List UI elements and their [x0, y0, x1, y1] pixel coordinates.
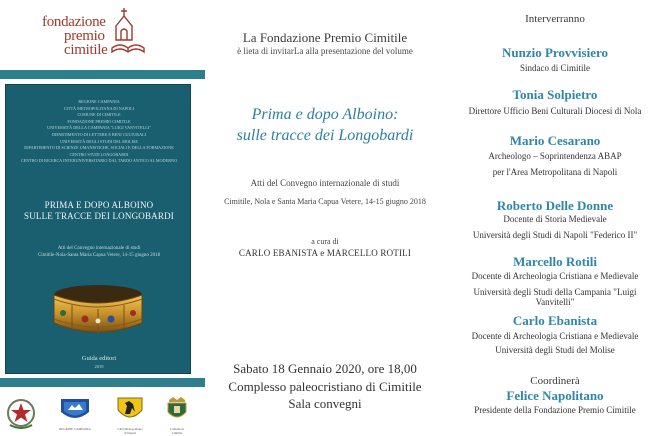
regione-campania-logo	[58, 396, 92, 431]
conference-places-dates: Cimitile, Nola e Santa Maria Capua Vetere, 14-15 giugno 2018	[224, 197, 426, 206]
speaker-role: Università degli Studi della Campania "Luigi Vanvitelli"	[473, 287, 637, 307]
top-teal-bar	[0, 70, 205, 79]
cover-title	[6, 200, 192, 222]
cover-institution-line: DIPARTIMENTO DI LETTERE E BENI CULTURALI	[51, 131, 147, 137]
church-book-icon	[110, 4, 146, 56]
cover-institution-line: FONDAZIONE PREMIO CIMITILE	[67, 118, 131, 124]
speaker-role: Docente di Archeologia Cristiana e Medievale	[471, 271, 639, 281]
cover-institutions	[6, 99, 192, 165]
book-title	[210, 104, 440, 146]
italian-emblem-icon	[6, 397, 36, 431]
speaker-name: Roberto Delle Donne	[496, 198, 614, 213]
cover-subtitle	[6, 245, 192, 259]
regione-campania-caption: REGIONE CAMPANIA	[59, 427, 91, 431]
cover-year: 2019	[94, 364, 104, 369]
logo-line-3: cimitile	[64, 42, 108, 58]
coordinator-heading: Coordinerà	[530, 375, 580, 387]
cover-institution-line: CENTRO DI RICERCA INTERUNIVERSITARIO DAL TARDO ANTICO AL MODERNO	[20, 158, 178, 164]
speaker-name: Marcello Rotili	[513, 254, 597, 269]
event-room: Sala convegni	[288, 396, 362, 411]
comune-cimitile-caption: Comune di Cimitile	[169, 427, 185, 435]
cover-title-line-1: PRIMA E DOPO ALBOINO	[44, 200, 154, 210]
speaker-name: Tonia Solpietro	[512, 87, 598, 102]
regione-campania-icon	[58, 396, 92, 422]
edited-by-label: a cura di	[311, 237, 339, 246]
speaker-role: Sindaco di Cimitile	[520, 63, 590, 73]
speaker-role: Docente di Storia Medievale	[503, 214, 607, 224]
logo-line-1: fondazione	[42, 14, 106, 30]
cover-institution-line: UNIVERSITÀ DEGLI STUDI DEL MOLISE	[60, 138, 138, 144]
conference-proceedings: Atti del Convegno internazionale di studi	[250, 178, 400, 188]
speaker-role: Archeologo – Soprintendenza ABAP	[488, 151, 622, 161]
cover-institution-line: CITTÀ METROPOLITANA DI NAPOLI	[63, 105, 135, 111]
logo-line-2: premio	[64, 28, 105, 44]
speaker-name: Nunzio Provvisiero	[501, 45, 609, 60]
speaker-role: Università degli Studi di Napoli "Federico II"	[472, 230, 638, 240]
cover-institution-line: DIPARTIMENTO DI SCIENZE UMANISTICHE, SOCIALI E DELLA FORMAZIONE	[24, 145, 174, 151]
coordinator-role: Presidente della Fondazione Premio Cimitile	[474, 405, 636, 415]
cover-institution-line: UNIVERSITÀ DELLA CAMPANIA "LUIGI VANVITELLI"	[47, 125, 151, 131]
cover-institution-line: CENTRO STUDI LONGOBARDI	[69, 151, 129, 157]
editors: CARLO EBANISTA e MARCELLO ROTILI	[238, 248, 412, 258]
invitation-line: è lieta di invitarLa alla presentazione del volume	[237, 46, 413, 56]
book-title-line-1: Prima e dopo Alboino:	[251, 106, 399, 123]
speaker-name: Carlo Ebanista	[512, 313, 598, 328]
event-venue: Complesso paleocristiano di Cimitile	[228, 379, 422, 394]
speaker-role: Docente di Archeologia Cristiana e Medievale	[471, 331, 639, 341]
municipal-crest-icon	[165, 396, 189, 422]
speaker-name: Mario Cesarano	[509, 133, 601, 148]
cover-title-line-2: SULLE TRACCE DEI LONGOBARDI	[24, 211, 174, 221]
cover-atti-line-2: Cimitile-Nola-Santa Maria Capua Vetere, 14-15 giugno 2018	[37, 253, 161, 258]
speaker-role: Università degli Studi del Molise	[495, 345, 615, 355]
cover-publisher: Guida editori	[81, 355, 117, 362]
citta-metropolitana-logo	[116, 396, 144, 435]
cover-atti-line-1: Atti del Convegno internazionale di studi	[57, 246, 141, 251]
coordinator-name: Felice Napolitano	[506, 388, 604, 403]
speaker-role: per l'Area Metropolitana di Napoli	[492, 167, 618, 177]
cover-institution-line: COMUNE DI CIMITILE	[77, 112, 121, 118]
bottom-teal-bar	[0, 378, 205, 387]
cover-institution-line: REGIONE CAMPANIA	[78, 99, 120, 104]
speaker-role: Direttore Ufficio Beni Culturali Diocesi di Nola	[468, 106, 642, 116]
book-cover	[5, 84, 191, 374]
horse-emblem-icon	[116, 396, 144, 422]
citta-metropolitana-caption: Città Metropolitana di Napoli	[117, 427, 143, 435]
speakers-heading: Interverranno	[525, 13, 585, 25]
book-title-line-2: sulle tracce dei Longobardi	[236, 127, 414, 144]
organizer-name: La Fondazione Premio Cimitile	[242, 30, 408, 45]
iron-crown-image	[48, 275, 148, 347]
event-date: Sabato 18 Gennaio 2020, ore 18,00	[233, 361, 417, 376]
comune-cimitile-logo	[165, 396, 189, 435]
